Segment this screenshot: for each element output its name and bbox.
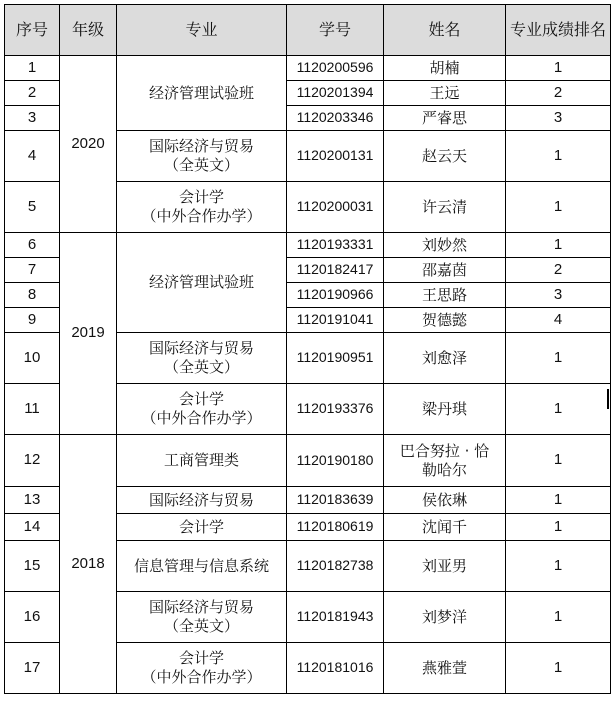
name-cell: 侯依琳 — [384, 487, 506, 514]
seq-cell: 4 — [5, 131, 60, 182]
major-cell: 国际经济与贸易 （全英文） — [117, 131, 287, 182]
header-name: 姓名 — [384, 5, 506, 56]
seq-cell: 14 — [5, 514, 60, 541]
rank-cell: 4 — [506, 308, 611, 333]
seq-cell: 1 — [5, 56, 60, 81]
student-id-cell: 1120200596 — [287, 56, 384, 81]
name-cell: 刘梦洋 — [384, 592, 506, 643]
header-student-id: 学号 — [287, 5, 384, 56]
student-id-cell: 1120181016 — [287, 643, 384, 694]
rank-cell: 3 — [506, 106, 611, 131]
name-cell: 邵嘉茵 — [384, 258, 506, 283]
seq-cell: 6 — [5, 233, 60, 258]
name-cell: 许云清 — [384, 182, 506, 233]
seq-cell: 13 — [5, 487, 60, 514]
rank-cell: 1 — [506, 131, 611, 182]
name-cell: 胡楠 — [384, 56, 506, 81]
rank-cell: 1 — [506, 541, 611, 592]
major-cell: 国际经济与贸易 （全英文） — [117, 592, 287, 643]
seq-cell: 16 — [5, 592, 60, 643]
rank-cell: 1 — [506, 643, 611, 694]
student-id-cell: 1120180619 — [287, 514, 384, 541]
major-cell: 会计学 — [117, 514, 287, 541]
student-id-cell: 1120203346 — [287, 106, 384, 131]
rank-cell: 1 — [506, 487, 611, 514]
seq-cell: 10 — [5, 333, 60, 384]
seq-cell: 17 — [5, 643, 60, 694]
seq-cell: 12 — [5, 435, 60, 487]
student-id-cell: 1120182417 — [287, 258, 384, 283]
name-cell: 刘亚男 — [384, 541, 506, 592]
rank-cell: 2 — [506, 258, 611, 283]
seq-cell: 5 — [5, 182, 60, 233]
major-cell: 信息管理与信息系统 — [117, 541, 287, 592]
header-major: 专业 — [117, 5, 287, 56]
rank-cell: 1 — [506, 233, 611, 258]
seq-cell: 3 — [5, 106, 60, 131]
rank-cell: 1 — [506, 435, 611, 487]
text-cursor — [607, 389, 609, 409]
seq-cell: 9 — [5, 308, 60, 333]
header-rank: 专业成绩排名 — [506, 5, 611, 56]
header-row — [5, 5, 611, 56]
seq-cell: 15 — [5, 541, 60, 592]
rank-cell: 1 — [506, 384, 611, 435]
rank-cell: 1 — [506, 182, 611, 233]
seq-cell: 7 — [5, 258, 60, 283]
name-cell: 沈闻千 — [384, 514, 506, 541]
student-id-cell: 1120193331 — [287, 233, 384, 258]
grade-cell-2020: 2020 — [60, 56, 117, 233]
major-cell: 经济管理试验班 — [117, 233, 287, 333]
name-cell: 赵云天 — [384, 131, 506, 182]
name-cell: 刘愈泽 — [384, 333, 506, 384]
student-id-cell: 1120190966 — [287, 283, 384, 308]
seq-cell: 8 — [5, 283, 60, 308]
student-id-cell: 1120181943 — [287, 592, 384, 643]
seq-cell: 11 — [5, 384, 60, 435]
major-cell: 会计学 （中外合作办学） — [117, 384, 287, 435]
name-cell: 刘妙然 — [384, 233, 506, 258]
student-id-cell: 1120200031 — [287, 182, 384, 233]
name-cell: 严睿思 — [384, 106, 506, 131]
student-id-cell: 1120200131 — [287, 131, 384, 182]
rank-cell: 1 — [506, 333, 611, 384]
rank-cell: 2 — [506, 81, 611, 106]
student-id-cell: 1120183639 — [287, 487, 384, 514]
student-id-cell: 1120182738 — [287, 541, 384, 592]
rank-cell: 1 — [506, 592, 611, 643]
header-grade: 年级 — [60, 5, 117, 56]
name-cell: 巴合努拉 · 恰 勒哈尔 — [384, 435, 506, 487]
grade-cell-2019: 2019 — [60, 233, 117, 435]
ranking-table — [4, 4, 611, 694]
rank-cell: 1 — [506, 514, 611, 541]
major-cell: 国际经济与贸易 — [117, 487, 287, 514]
student-id-cell: 1120193376 — [287, 384, 384, 435]
rank-cell: 3 — [506, 283, 611, 308]
seq-cell: 2 — [5, 81, 60, 106]
table-row — [5, 435, 611, 487]
student-id-cell: 1120190951 — [287, 333, 384, 384]
name-cell: 王远 — [384, 81, 506, 106]
major-cell: 经济管理试验班 — [117, 56, 287, 131]
major-cell: 会计学 （中外合作办学） — [117, 643, 287, 694]
table-row — [5, 56, 611, 81]
name-cell: 燕雅萱 — [384, 643, 506, 694]
grade-cell-2018: 2018 — [60, 435, 117, 694]
name-cell: 梁丹琪 — [384, 384, 506, 435]
student-id-cell: 1120191041 — [287, 308, 384, 333]
rank-cell: 1 — [506, 56, 611, 81]
student-id-cell: 1120201394 — [287, 81, 384, 106]
table-row — [5, 233, 611, 258]
major-cell: 工商管理类 — [117, 435, 287, 487]
name-cell: 王思路 — [384, 283, 506, 308]
student-id-cell: 1120190180 — [287, 435, 384, 487]
header-seq: 序号 — [5, 5, 60, 56]
major-cell: 国际经济与贸易 （全英文） — [117, 333, 287, 384]
major-cell: 会计学 （中外合作办学） — [117, 182, 287, 233]
name-cell: 贺德懿 — [384, 308, 506, 333]
